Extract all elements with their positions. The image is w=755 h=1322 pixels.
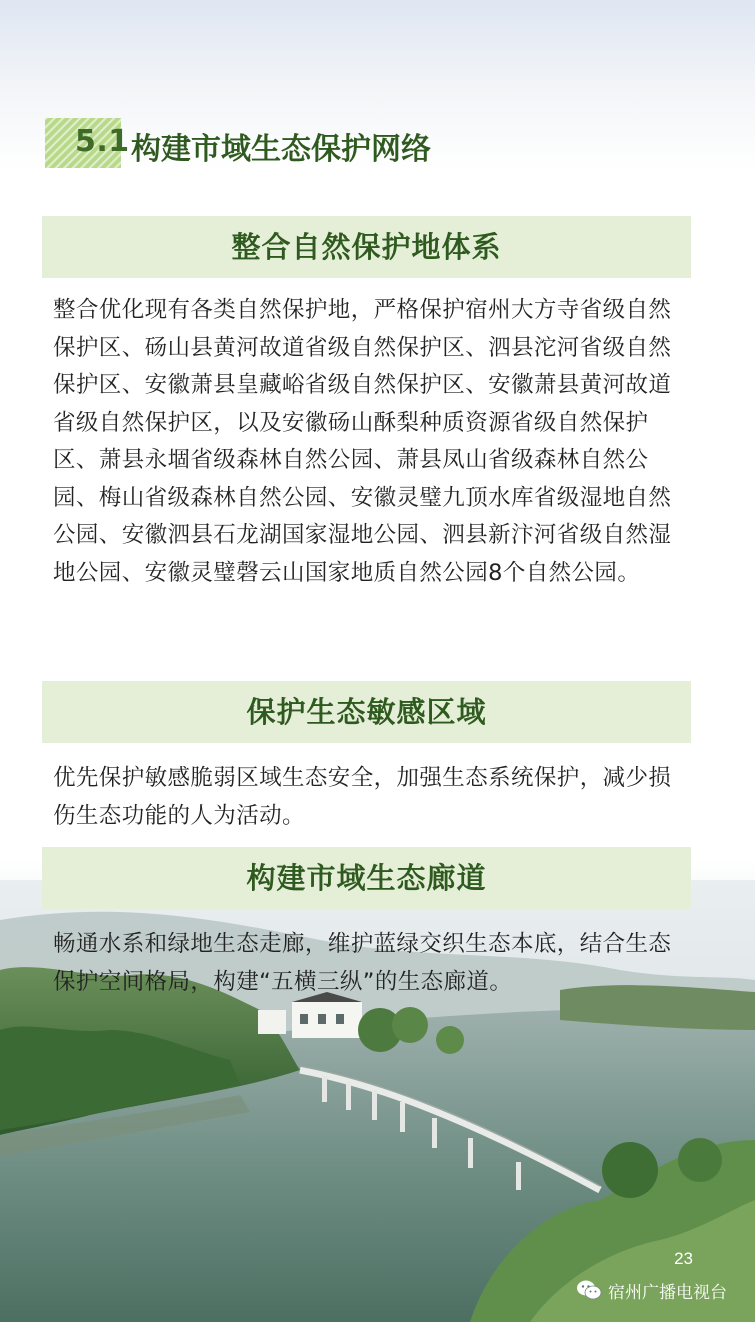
subsection-heading: 构建市域生态廊道	[246, 861, 487, 895]
subsection-banner-sensitive-areas	[42, 681, 691, 743]
section-number: 5.1	[75, 124, 130, 159]
account-name: 宿州广播电视台	[608, 1282, 727, 1303]
subsection-banner-eco-corridors	[42, 847, 691, 909]
subsection-banner-protected-areas	[42, 216, 691, 278]
account-watermark	[576, 1277, 727, 1303]
subsection-heading: 保护生态敏感区域	[246, 695, 487, 729]
subsection-text-sensitive-areas: 优先保护敏感脆弱区域生态安全，加强生态系统保护，减少损伤生态功能的人为活动。	[53, 765, 672, 829]
wechat-icon	[576, 1279, 602, 1301]
subsection-heading: 整合自然保护地体系	[231, 230, 502, 264]
page-number: 23	[674, 1249, 693, 1268]
section-heading	[45, 118, 605, 168]
section-title: 构建市域生态保护网络	[131, 132, 431, 167]
subsection-text-eco-corridors: 畅通水系和绿地生态走廊，维护蓝绿交织生态本底，结合生态保护空间格局，构建“五横三纵”的生态廊道。	[53, 931, 672, 995]
subsection-text-protected-areas: 整合优化现有各类自然保护地，严格保护宿州大方寺省级自然保护区、砀山县黄河故道省级自然保护区、泗县沱河省级自然保护区、安徽萧县皇藏峪省级自然保护区、安徽萧县黄河故道省级自然保护区，以及安徽砀山酥梨种质资源省级自然保护区、萧县永堌省级森林自然公园、萧县凤山省级森林自然公园、梅山省级森林自然公园、安徽灵璧九顶水库省级湿地自然公园、安徽泗县石龙湖国家湿地公园、泗县新汴河省级自然湿地公园、安徽灵璧磬云山国家地质自然公园8个自然公园。	[53, 297, 672, 586]
